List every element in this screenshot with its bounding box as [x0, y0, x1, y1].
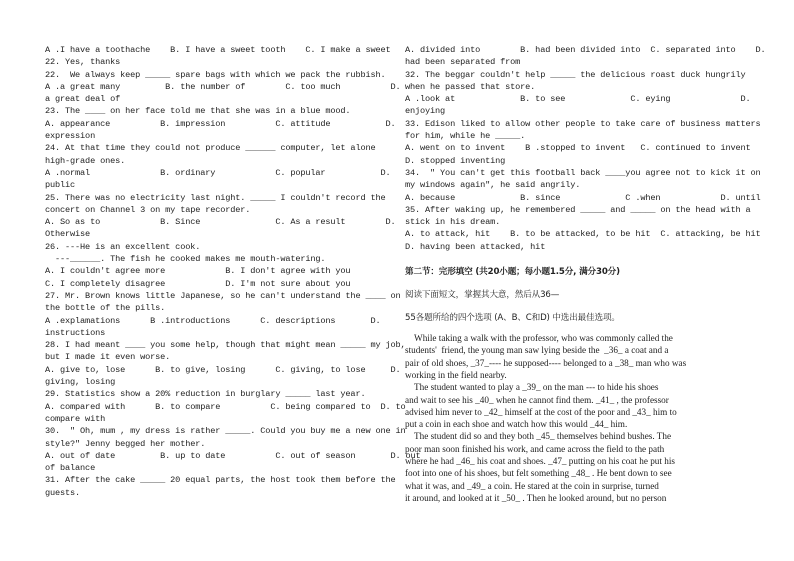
question-line: A .a great many B. the number of C. too much D.: [45, 81, 401, 92]
passage-line: students' friend, the young man saw lying beside the _36_ a coat and a: [405, 345, 669, 356]
question-line: Otherwise: [45, 229, 91, 240]
question-line: A .explamations B .introductions C. descriptions D.: [45, 315, 381, 326]
question-line: stick in his dream.: [405, 217, 501, 228]
question-line: A. because B. since C .when D. until: [405, 192, 761, 203]
question-line: D. stopped inventing: [405, 155, 506, 166]
passage-line: and wait to see his _40_ when he cannot find them. _41_ , the professor: [405, 394, 669, 405]
question-line: A. divided into B. had been divided into C. separated into D.: [405, 45, 766, 55]
passage-line: The student wanted to play a _39_ on the man --- to hide his shoes: [405, 382, 659, 393]
question-line: C. I completely disagree D. I'm not sure about you: [45, 278, 351, 289]
question-line: 35. After waking up, he remembered _____ and _____ on the head with a: [405, 204, 751, 215]
question-line: of balance: [45, 463, 96, 474]
passage-line: The student did so and they both _45_ themselves behind bushes. The: [405, 431, 672, 442]
question-line: high-grade ones.: [45, 155, 126, 166]
question-line: A. So as to B. Since C. As a result D.: [45, 217, 396, 228]
passage-line: foot into one of his shoes, but felt something _48_ . He bent down to see: [405, 468, 672, 479]
question-line: concert on Channel 3 on my tape recorder.: [45, 204, 251, 215]
passage-line: put a coin in each shoe and watch how this would _44_ him.: [405, 419, 628, 430]
question-line: the bottle of the pills.: [45, 303, 166, 314]
question-line: enjoying: [405, 106, 446, 117]
passage-line: where he had _46_ his coat and shoes. _47_ putting on his coat he put his: [405, 456, 675, 467]
question-line: 29. Statistics show a 20% reduction in burglary _____ last year.: [45, 389, 366, 400]
question-line: A. out of date B. up to date C. out of season D. out: [45, 450, 421, 461]
question-line: 23. The ____ on her face told me that she was in a blue mood.: [45, 106, 351, 117]
instruction-line-1: 阅读下面短文，掌握其大意，然后从36—: [405, 290, 560, 301]
question-line: expression: [45, 131, 96, 142]
question-line: 24. At that time they could not produce ______ computer, let alone: [45, 143, 376, 154]
passage-line: what it was, and _49_ a coin. He stared at the coin in surprise, turned: [405, 480, 659, 491]
passage-line: poor man soon finished his work, and came across the field to the path: [405, 443, 665, 454]
question-line: 25. There was no electricity last night. _____ I couldn't record the: [45, 192, 386, 203]
question-line: 28. I had meant ____ you some help, though that might mean _____ my job,: [45, 340, 406, 351]
left-column: [45, 44, 421, 499]
question-line: A .I have a toothache B. I have a sweet tooth C. I make a sweet: [45, 45, 391, 55]
question-line: A. give to, lose B. to give, losing C. giving, to lose D.: [45, 364, 401, 375]
question-line: instructions: [45, 327, 106, 338]
question-line: 22. Yes, thanks: [45, 57, 121, 68]
instruction-line-2: 55各题所给的四个选项 (A、B、C和D) 中选出最佳选项。: [405, 313, 620, 324]
cloze-passage: [405, 332, 743, 504]
passage-line: working in the field nearby.: [405, 369, 507, 380]
question-line: when he passed that store.: [405, 81, 536, 92]
passage-line: advised him never to _42_ himself at the cost of the poor and _43_ him to: [405, 406, 677, 417]
question-line: compare with: [45, 413, 106, 424]
question-line: guests.: [45, 487, 81, 498]
question-line: giving, losing: [45, 377, 116, 388]
passage-line: it around, and looked at it _50_ . Then he looked around, but no person: [405, 492, 667, 503]
passage-line: pair of old shoes, _37_---- he supposed---- belonged to a _38_ man who was: [405, 357, 687, 368]
question-line: A. to attack, hit B. to be attacked, to be hit C. attacking, be hit: [405, 229, 761, 240]
section-heading: 第二节：完形填空 (共20小题；每小题1.5分, 满分30分): [405, 267, 620, 278]
question-line: my windows again", he said angrily.: [405, 180, 581, 191]
right-column: [405, 44, 766, 504]
question-line: 31. After the cake _____ 20 equal parts, the host took them before the: [45, 475, 396, 486]
question-line: A. appearance B. impression C. attitude D.: [45, 118, 396, 129]
question-line: public: [45, 180, 76, 191]
question-line: A. went on to invent B .stopped to invent C. continued to invent: [405, 143, 751, 154]
question-line: 33. Edison liked to allow other people to take care of business matters: [405, 118, 761, 129]
question-line: A. I couldn't agree more B. I don't agree with you: [45, 266, 351, 277]
question-line: 26. ---He is an excellent cook.: [45, 241, 201, 252]
right-questions: [405, 44, 766, 253]
question-line: had been separated from: [405, 57, 521, 68]
question-line: 30. " Oh, mum , my dress is rather _____. Could you buy me a new one in: [45, 426, 406, 437]
question-line: ---______. The fish he cooked makes me mouth-watering.: [45, 254, 326, 265]
question-line: style?" Jenny begged her mother.: [45, 438, 206, 449]
question-line: 27. Mr. Brown knows little Japanese, so he can't understand the ____ on: [45, 290, 401, 301]
question-line: 34. " You can't get this football back ____you agree not to kick it on: [405, 167, 761, 178]
question-line: A. compared with B. to compare C. being compared to D. to: [45, 401, 406, 412]
question-line: A .look at B. to see C. eying D.: [405, 94, 751, 105]
question-line: a great deal of: [45, 94, 121, 105]
question-line: for him, while he _____.: [405, 131, 526, 142]
question-line: D. having been attacked, hit: [405, 241, 546, 252]
passage-line: While taking a walk with the professor, who was commonly called the: [405, 333, 673, 344]
question-line: 22. We always keep _____ spare bags with which we pack the rubbish.: [45, 69, 386, 80]
question-line: A .normal B. ordinary C. popular D.: [45, 167, 391, 178]
question-line: 32. The beggar couldn't help _____ the delicious roast duck hungrily: [405, 69, 746, 80]
question-line: but I made it even worse.: [45, 352, 171, 363]
